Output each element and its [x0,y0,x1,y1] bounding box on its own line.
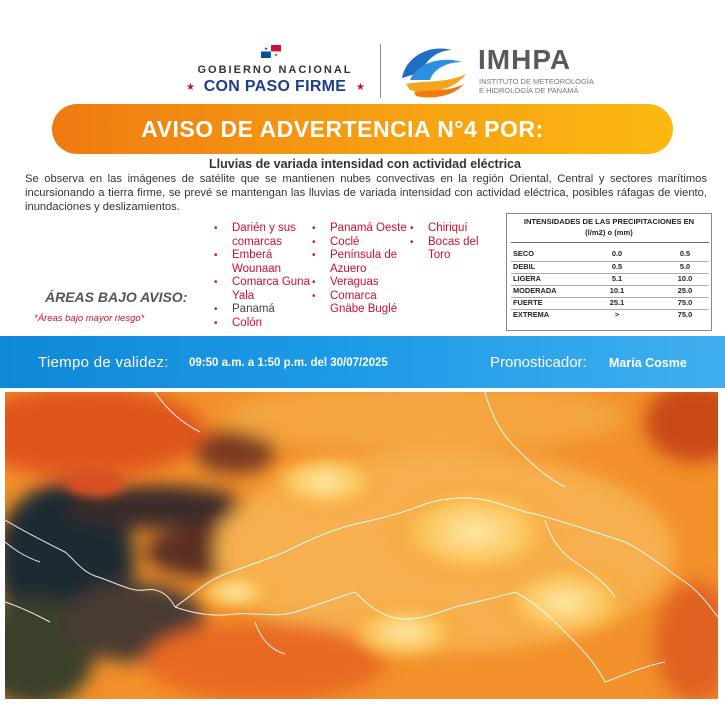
areas-list-column3 [408,222,498,263]
area-item: • Península de Azuero [310,249,410,276]
svg-text:★: ★ [263,46,269,52]
area-item: • Panamá [212,303,312,317]
alert-description: Se observa en las imágenes de satélite que se mantienen nubes convectivas en la región Oriental, Central y sectores marítimos incursionando a tierra firme, se prevé se mantengan las lluvias de variada intensidad con actividad eléctrica, posibles ráfagas de viento, inundaciones y deslizamientos. [25,173,707,213]
intensity-to: 75.0 [677,310,693,319]
satellite-image [5,392,718,699]
intensity-from: 0.5 [611,262,623,271]
area-item: • Coclé [310,236,410,250]
agency-subtitle [479,77,594,95]
intensity-from: > [614,310,620,319]
table-row [511,298,709,309]
alert-title: AVISO DE ADVERTENCIA N°4 POR: [141,116,544,142]
table-row [511,286,709,297]
imhpa-wave-logo-icon [396,44,472,98]
panama-flag-icon [261,45,281,58]
area-item: • Comarca Guna Yala [212,276,312,303]
area-item: • Comarca Gnäbe Buglé [310,290,410,317]
logo-divider [380,44,381,98]
table-row [511,249,709,260]
intensity-category: SECO [513,249,534,258]
gov-line2: CON PASO FIRME [203,78,347,95]
government-logo [182,42,368,100]
intensity-title-line2: (l/m2) o (mm) [585,228,633,237]
areas-heading: ÁREAS BAJO AVISO: [45,289,188,305]
table-row [511,262,709,273]
intensity-category: MODERADA [513,286,557,295]
star-icon: ★ [356,82,365,93]
area-item: • Darién y sus comarcas [212,222,312,249]
area-item: • Emberá Wounaan [212,249,312,276]
intensity-from: 10.1 [609,286,625,295]
intensity-from: 5.1 [611,274,623,283]
svg-text:★: ★ [273,52,279,58]
forecaster-name: María Cosme [609,356,687,370]
intensity-title-line1: INTENSIDADES DE LAS PRECIPITACIONES EN [523,217,695,226]
header-logos [182,42,594,100]
intensity-from: 25.1 [609,298,625,307]
gov-line1: GOBIERNO NACIONAL [197,64,353,76]
areas-list-column2 [310,222,410,317]
intensity-category: FUERTE [513,298,543,307]
intensity-to: 25.0 [677,286,693,295]
alert-subtitle: Lluvias de variada intensidad con actividad eléctrica [209,157,521,171]
area-item: • Colón [212,317,312,331]
star-icon: ★ [186,82,195,93]
areas-risk-note: *Áreas bajo mayor riesgo* [34,313,145,324]
table-divider [511,242,709,243]
area-item: • Chiriquí [408,222,498,236]
area-item: • Panamá Oeste [310,222,410,236]
intensity-to: 75.0 [677,298,693,307]
title-banner [52,104,673,154]
validity-band [0,336,725,388]
agency-name: IMHPA [478,44,572,75]
precipitation-intensity-table [506,213,712,331]
intensity-to: 10.0 [677,274,693,283]
intensity-to: 0.5 [679,249,691,258]
intensity-category: EXTREMA [513,310,550,319]
intensity-category: DEBIL [513,262,536,271]
intensity-table-title [507,216,711,238]
validity-period: 09:50 a.m. a 1:50 p.m. del 30/07/2025 [189,357,388,369]
table-row [511,274,709,285]
areas-list-column1 [212,222,312,330]
area-item: • Veraguas [310,276,410,290]
area-item: • Bocas del Toro [408,236,498,263]
table-row [511,310,709,321]
validity-label: Tiempo de validez: [38,354,169,371]
agency-sub-line1: INSTITUTO DE METEOROLOGÍA [479,77,594,86]
intensity-from: 0.0 [611,249,623,258]
intensity-to: 5.0 [679,262,691,271]
agency-sub-line2: E HIDROLOGÍA DE PANAMÁ [479,86,579,95]
intensity-category: LIGERA [513,274,541,283]
forecaster-label: Pronosticador: [490,354,587,371]
satellite-cloud-map [5,392,718,699]
